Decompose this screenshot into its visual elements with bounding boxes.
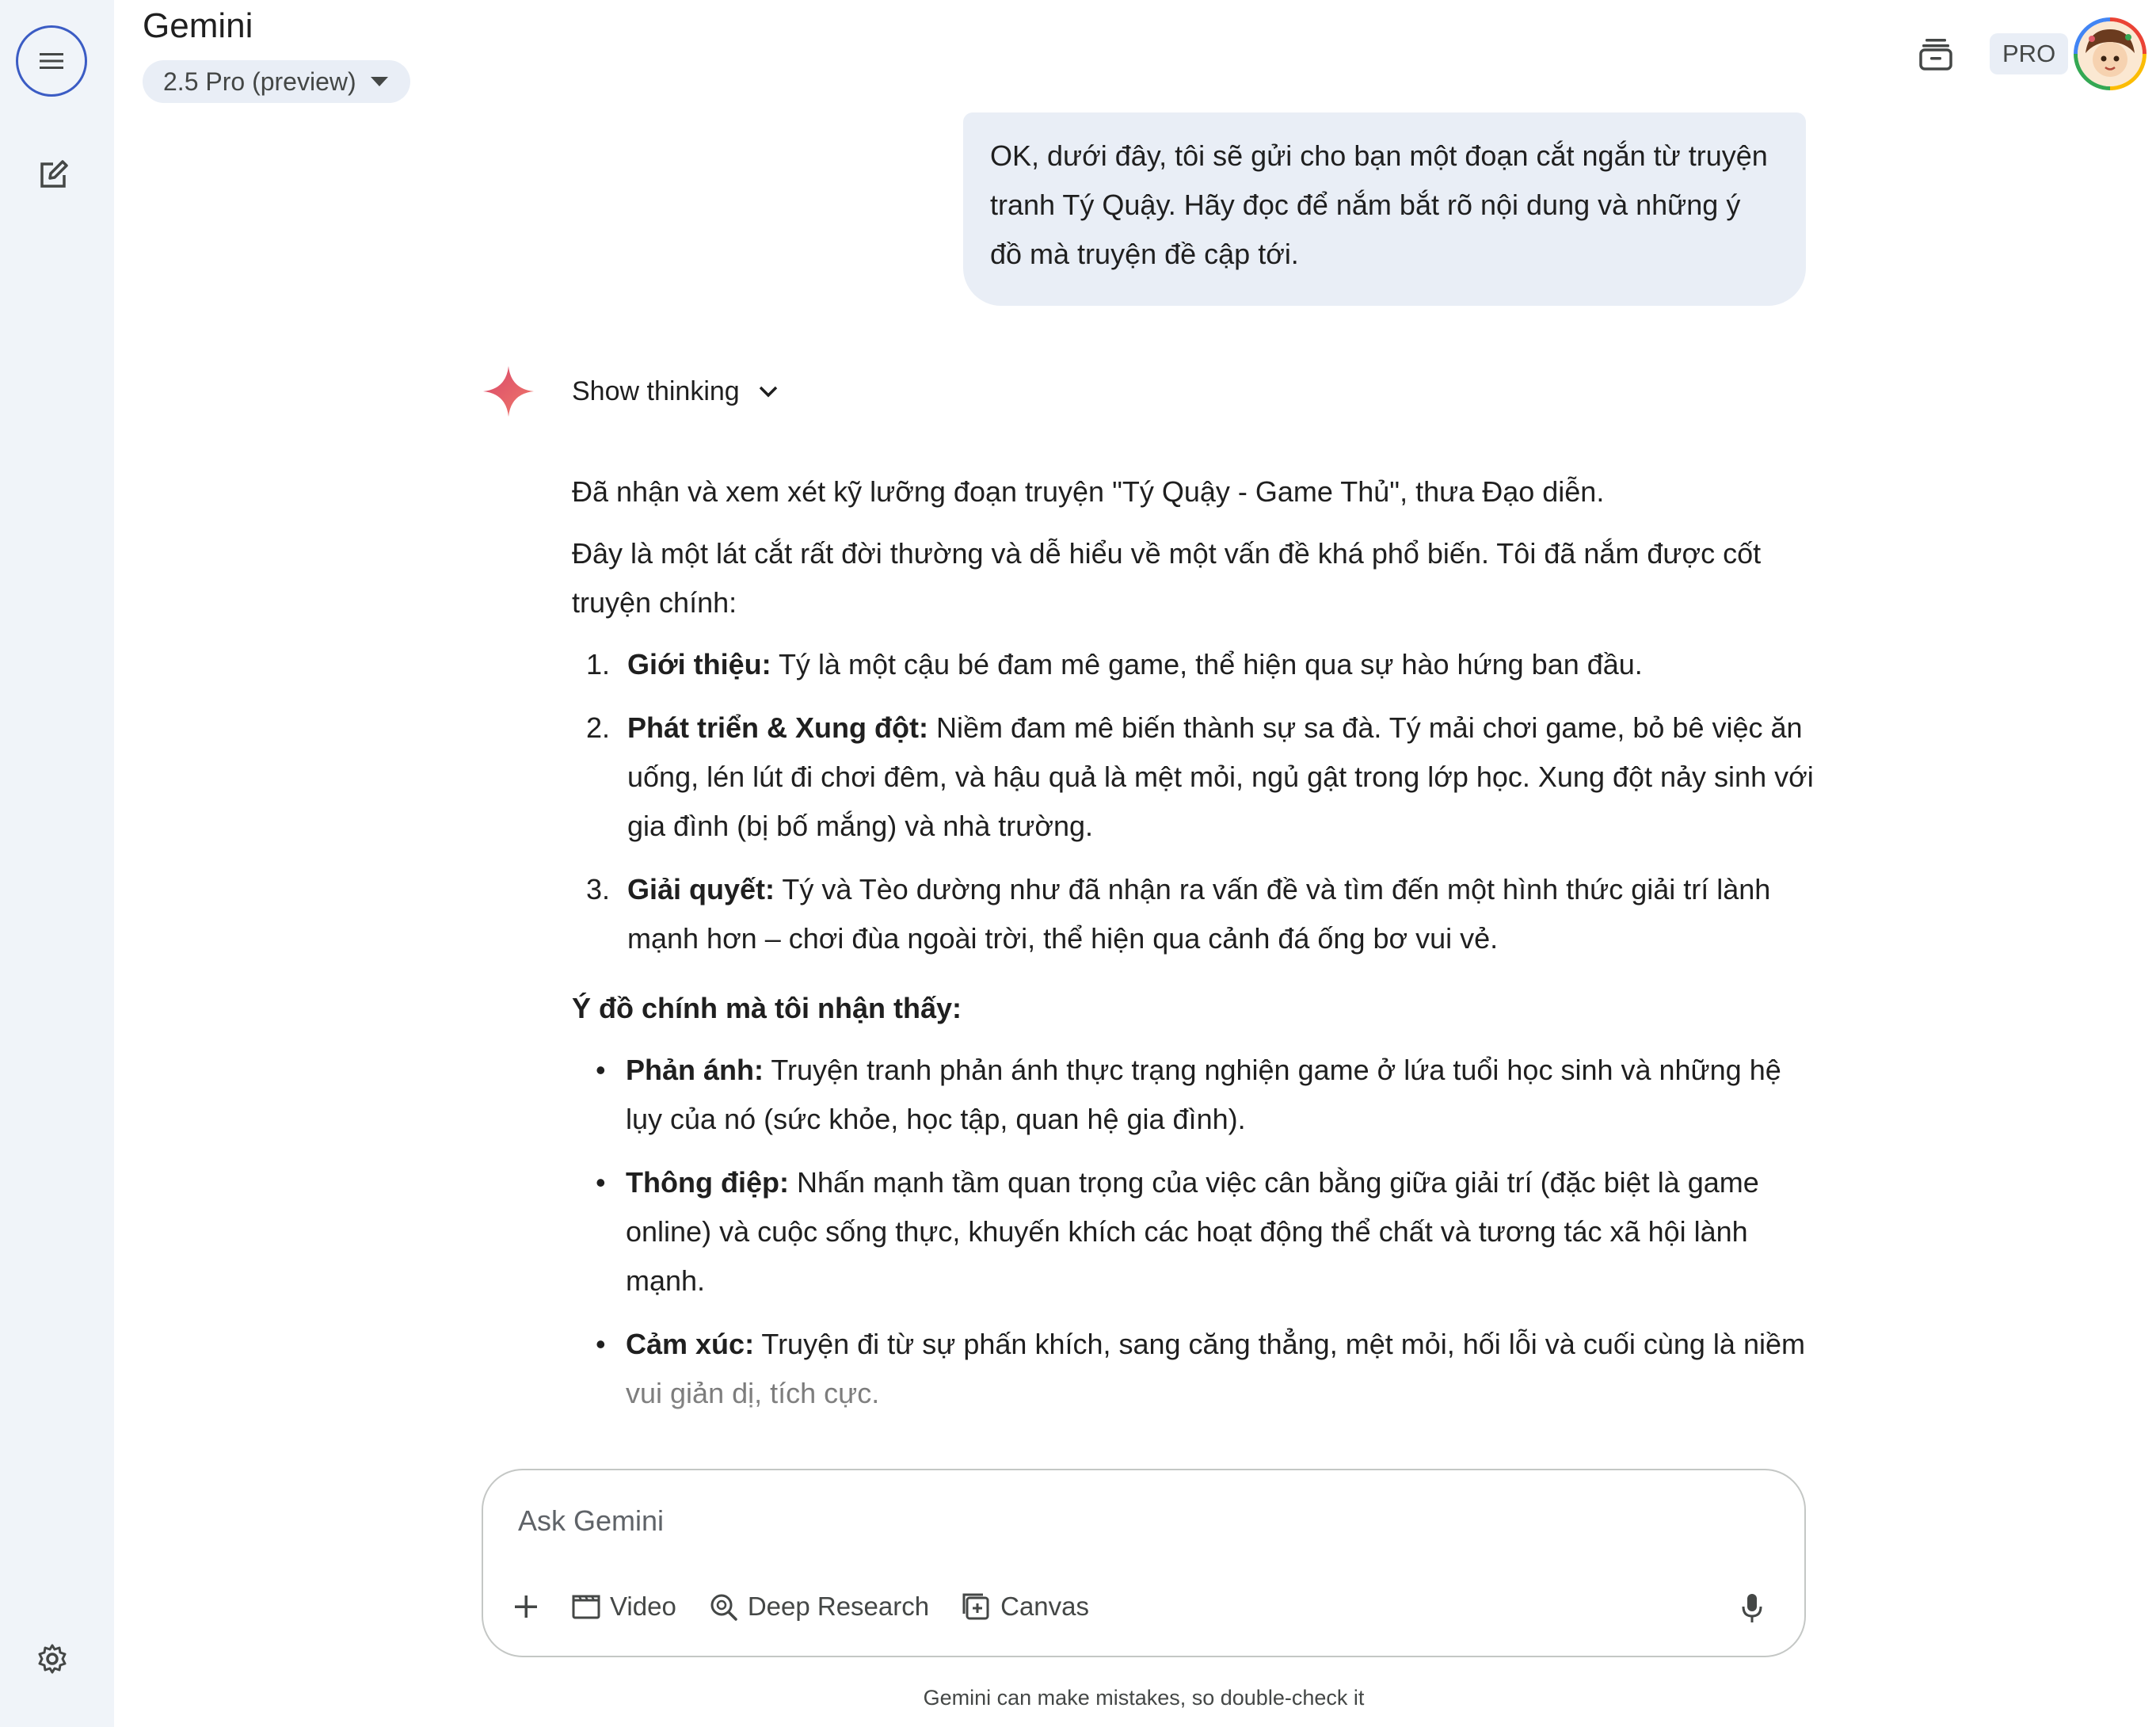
avatar[interactable] (2074, 17, 2146, 90)
list-item-text-faded: vui giản dị, tích cực. (626, 1377, 880, 1409)
list-item (572, 640, 1815, 689)
prompt-tools (512, 1581, 1089, 1632)
model-label: 2.5 Pro (preview) (163, 67, 356, 96)
list-item-text: Truyện đi từ sự phấn khích, sang căng thẳng, mệt mỏi, hối lỗi và cuối cùng là niềm (754, 1328, 1805, 1360)
gear-icon (36, 1643, 68, 1675)
prompt-box (482, 1469, 1806, 1657)
video-label: Video (610, 1592, 676, 1621)
stack-icon (1918, 36, 1953, 71)
canvas-button[interactable] (961, 1581, 1089, 1632)
list-number: 1. (586, 648, 611, 681)
list-item (572, 1046, 1815, 1144)
response-body (572, 467, 1815, 1432)
list-item-title: Giới thiệu: (627, 648, 771, 681)
prompt-input[interactable] (518, 1499, 1706, 1543)
app-title: Gemini (143, 6, 253, 45)
list-item-text: Tý là một cậu bé đam mê game, thể hiện qua sự hào hứng ban đầu. (771, 648, 1643, 681)
main-menu-button[interactable] (16, 25, 87, 97)
deep-research-label: Deep Research (747, 1592, 930, 1621)
disclaimer-text: Gemini can make mistakes, so double-check it (923, 1686, 1365, 1710)
list-item-text: Truyện tranh phản ánh thực trạng nghiện game ở lứa tuổi học sinh và những hệ lụy của nó (sức khỏe, học tập, quan hệ gia đình). (626, 1054, 1781, 1135)
list-item-text: Nhấn mạnh tầm quan trọng của việc cân bằng giữa giải trí (đặc biệt là game online) và cuộc sống thực, khuyến khích các hoạt động thể chất và tương tác xã hội lành mạnh. (626, 1166, 1759, 1297)
add-button[interactable] (512, 1581, 540, 1632)
deep-research-icon (708, 1592, 738, 1622)
list-item-title: Thông điệp: (626, 1166, 789, 1199)
list-number: 2. (586, 711, 611, 744)
avatar-icon (2078, 21, 2143, 86)
canvas-icon (961, 1592, 991, 1622)
show-thinking-label: Show thinking (572, 376, 740, 406)
sidebar-rail (0, 0, 114, 1727)
list-item-text: Tý và Tèo dường như đã nhận ra vấn đề và tìm đến một hình thức giải trí lành mạnh hơn – chơi đùa ngoài trời, thể hiện qua cảnh đá ống bơ vui vẻ. (627, 873, 1771, 955)
list-item (572, 703, 1815, 851)
settings-button[interactable] (29, 1635, 76, 1683)
list-item-title: Cảm xúc: (626, 1328, 755, 1360)
gemini-spark-icon (482, 364, 535, 418)
list-item-title: Phản ánh: (626, 1054, 764, 1086)
deep-research-button[interactable] (708, 1581, 929, 1632)
list-item (572, 865, 1815, 963)
microphone-icon (1740, 1592, 1764, 1624)
list-item-title: Giải quyết: (627, 873, 775, 905)
video-button[interactable] (572, 1581, 676, 1632)
model-selector[interactable] (143, 60, 410, 103)
user-message-bubble: OK, dưới đây, tôi sẽ gửi cho bạn một đoạn cắt ngắn từ truyện tranh Tý Quậy. Hãy đọc để nắm bắt rõ nội dung và những ý đồ mà truyện đề cập tới. (963, 112, 1806, 306)
response-plot-intro: Đây là một lát cắt rất đời thường và dễ hiểu về một vấn đề khá phổ biến. Tôi đã nắm được cốt truyện chính: (572, 537, 1762, 619)
list-item-text: Niềm đam mê biến thành sự sa đà. Tý mải chơi game, bỏ bê việc ăn uống, lén lút đi chơi đêm, và hậu quả là mệt mỏi, ngủ gật trong lớp học. Xung đột nảy sinh với gia đình (bị bố mắng) và nhà trường. (627, 711, 1814, 842)
chevron-down-icon (757, 383, 779, 399)
edit-icon (37, 158, 70, 191)
clapperboard-icon (572, 1594, 600, 1619)
show-thinking-toggle[interactable] (572, 369, 779, 414)
bullet (572, 1158, 626, 1306)
microphone-button[interactable] (1733, 1589, 1771, 1627)
new-chat-button[interactable] (30, 151, 78, 198)
canvas-label: Canvas (1000, 1592, 1089, 1621)
response-intro: Đã nhận và xem xét kỹ lưỡng đoạn truyện "Tý Quậy - Game Thủ", thưa Đạo diễn. (572, 475, 1605, 508)
history-stack-button[interactable] (1910, 29, 1961, 79)
list-item (572, 1158, 1815, 1306)
ideas-heading: Ý đồ chính mà tôi nhận thấy: (572, 992, 962, 1024)
list-item (572, 1320, 1815, 1418)
list-number: 3. (586, 873, 611, 905)
plus-icon (512, 1592, 540, 1621)
caret-down-icon (371, 77, 388, 86)
menu-icon (38, 50, 65, 72)
bullet (572, 1046, 626, 1144)
list-item-title: Phát triển & Xung đột: (627, 711, 928, 744)
pro-badge[interactable]: PRO (1990, 33, 2068, 74)
bullet (572, 1320, 626, 1418)
